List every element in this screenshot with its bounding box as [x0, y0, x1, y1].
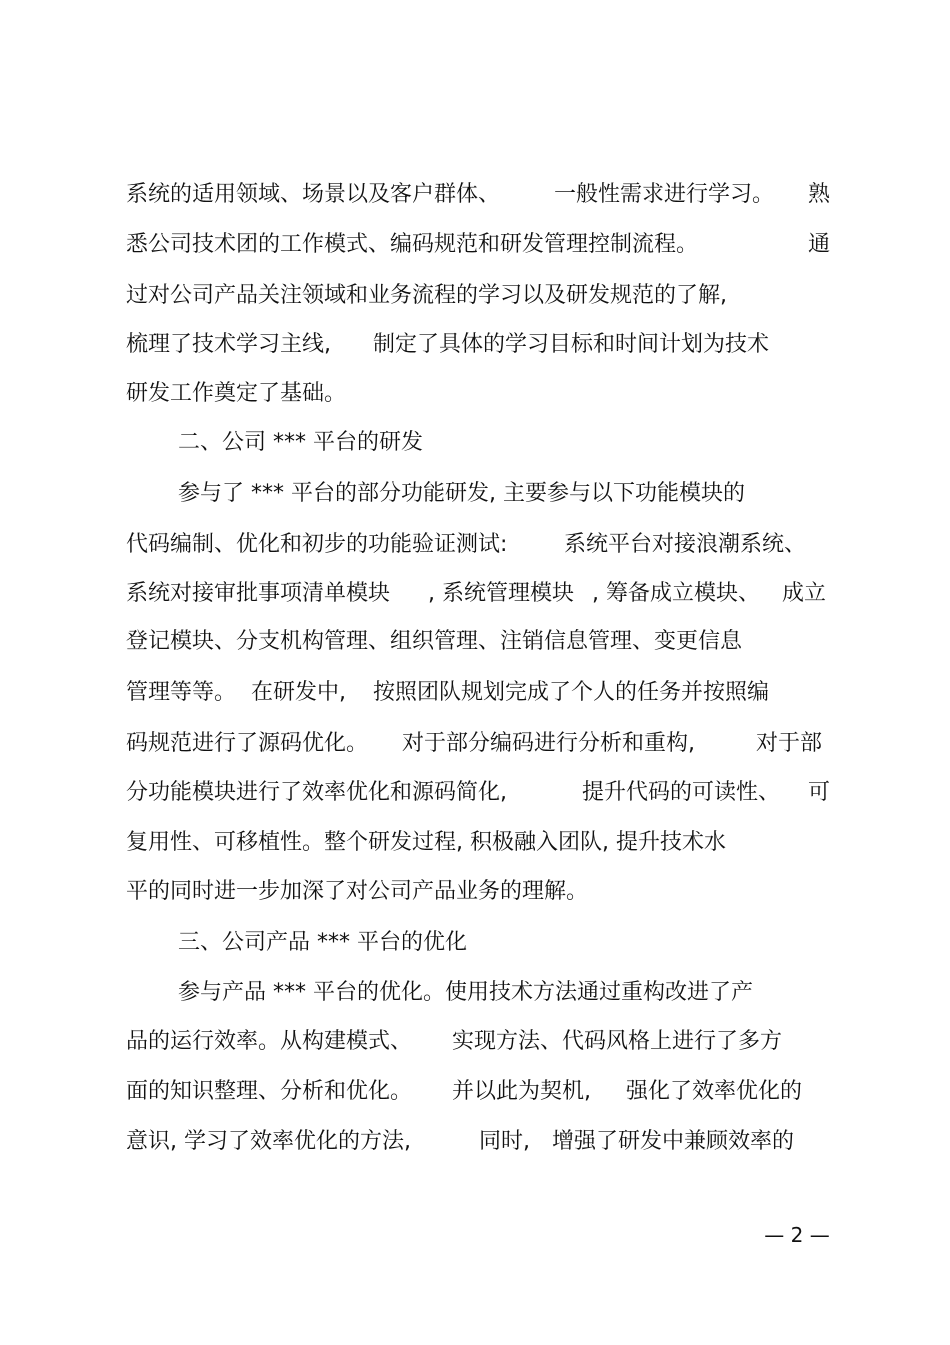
text-line — [0, 1122, 950, 1162]
text-segment: 梳理了技术学习主线, — [126, 332, 331, 357]
heading-text: 三、公司产品 *** 平台的优化 — [178, 930, 467, 955]
text-line — [0, 973, 950, 1013]
text-segment: 在研发中, — [251, 680, 346, 705]
text-segment: 品的运行效率。从构建模式、 — [126, 1029, 413, 1054]
page-number: — 2 — — [764, 1223, 830, 1247]
text-segment: 强化了效率优化的 — [626, 1079, 803, 1104]
text-segment: 系统的适用领域、场景以及客户群体、 — [126, 182, 501, 207]
text-line — [0, 773, 950, 813]
text-line — [0, 724, 950, 764]
text-line — [0, 325, 950, 365]
text-segment: 分功能模块进行了效率优化和源码简化, — [126, 780, 507, 805]
text-line — [0, 474, 950, 514]
text-segment: 参与了 *** 平台的部分功能研发, 主要参与以下功能模块的 — [178, 481, 745, 506]
text-segment: 按照团队规划完成了个人的任务并按照编 — [373, 680, 770, 705]
text-segment: 面的知识整理、分析和优化。 — [126, 1079, 413, 1104]
text-segment: 增强了研发中兼顾效率的 — [552, 1129, 795, 1154]
heading-text: 二、公司 *** 平台的研发 — [178, 430, 423, 455]
text-segment: 熟 — [808, 182, 831, 207]
text-segment: 系统对接审批事项清单模块 — [126, 581, 391, 606]
text-segment: 研发工作奠定了基础。 — [126, 381, 347, 406]
section-heading — [0, 423, 950, 463]
text-segment: 登记模块、分支机构管理、组织管理、注销信息管理、变更信息 — [126, 629, 743, 654]
text-segment: 意识, 学习了效率优化的方法, — [126, 1129, 411, 1154]
text-line — [0, 622, 950, 662]
text-line — [0, 1022, 950, 1062]
text-segment: 通 — [808, 232, 831, 257]
text-segment: 代码编制、优化和初步的功能验证测试: — [126, 532, 508, 557]
text-line — [0, 276, 950, 316]
text-line — [0, 525, 950, 565]
text-line — [0, 374, 950, 414]
text-line — [0, 1072, 950, 1112]
text-segment: 并以此为契机, — [452, 1079, 591, 1104]
text-segment: 对于部分编码进行分析和重构, — [402, 731, 695, 756]
text-segment: , 筹备成立模块、 — [592, 581, 760, 606]
text-segment: 对于部 — [756, 731, 823, 756]
text-segment: 参与产品 *** 平台的优化。使用技术方法通过重构改进了产 — [178, 980, 753, 1005]
text-line — [0, 225, 950, 265]
text-line — [0, 574, 950, 614]
text-segment: 制定了具体的学习目标和时间计划为技术 — [373, 332, 770, 357]
text-line — [0, 872, 950, 912]
text-segment: 提升代码的可读性、 — [582, 780, 781, 805]
text-segment: 平的同时进一步加深了对公司产品业务的理解。 — [126, 879, 589, 904]
text-segment: 一般性需求进行学习。 — [554, 182, 775, 207]
text-segment: 实现方法、代码风格上进行了多方 — [452, 1029, 783, 1054]
text-segment: 系统平台对接浪潮系统、 — [564, 532, 807, 557]
text-segment: , 系统管理模块 — [428, 581, 574, 606]
text-line — [0, 823, 950, 863]
text-segment: 成立 — [782, 581, 827, 606]
text-segment: 复用性、可移植性。整个研发过程, 积极融入团队, 提升技术水 — [126, 830, 726, 855]
text-line — [0, 673, 950, 713]
section-heading — [0, 923, 950, 963]
text-segment: 码规范进行了源码优化。 — [126, 731, 369, 756]
text-segment: 悉公司技术团的工作模式、编码规范和研发管理控制流程。 — [126, 232, 699, 257]
text-segment: 管理等等。 — [126, 680, 237, 705]
text-segment: 过对公司产品关注领域和业务流程的学习以及研发规范的了解, — [126, 283, 727, 308]
text-segment: 同时, — [479, 1129, 530, 1154]
text-segment: 可 — [808, 780, 831, 805]
text-line — [0, 175, 950, 215]
